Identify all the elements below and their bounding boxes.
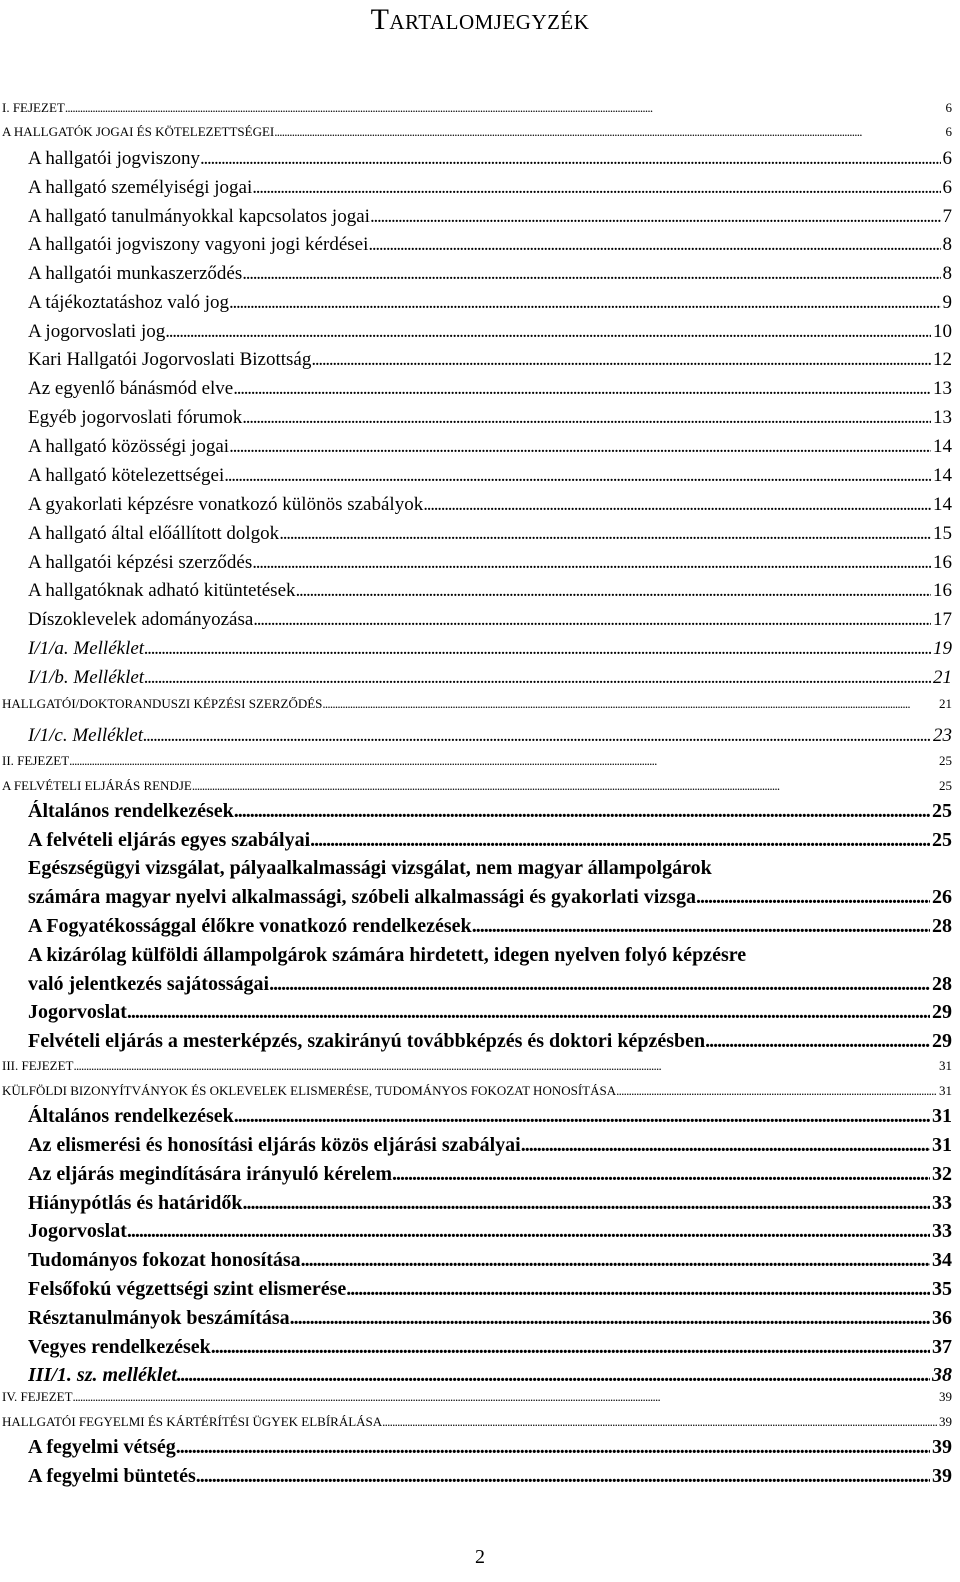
toc-entry-page: 8 — [942, 263, 952, 284]
toc-entry-page: 25 — [932, 800, 952, 822]
toc-entry-page: 29 — [932, 1001, 952, 1023]
toc-entry[interactable] — [2, 1389, 952, 1405]
toc-leader-dots — [73, 1058, 937, 1074]
toc-entry-title: Felvételi eljárás a mesterképzés, szakirányú továbbképzés és doktori képzésben — [28, 1030, 706, 1052]
toc-leader-dots — [616, 1083, 937, 1099]
toc-entry-page: 9 — [942, 292, 952, 313]
toc-entry[interactable] — [2, 100, 952, 116]
toc-entry-page: 28 — [932, 973, 952, 995]
toc-leader-dots — [472, 915, 930, 938]
toc-entry-title: A gyakorlati képzésre vonatkozó különös szabályok — [28, 494, 424, 515]
toc-entry[interactable] — [28, 148, 952, 170]
toc-entry-title: II. FEJEZET — [2, 753, 70, 768]
toc-entry-title: I. FEJEZET — [2, 100, 65, 115]
toc-entry[interactable] — [28, 1336, 952, 1359]
toc-entry-title: A Fogyatékossággal élőkre vonatkozó rendelkezések — [28, 915, 472, 937]
toc-entry[interactable] — [28, 1364, 952, 1387]
toc-entry[interactable] — [2, 696, 952, 712]
toc-entry[interactable] — [28, 667, 952, 689]
toc-entry-page: 6 — [942, 177, 952, 198]
toc-entry-page: 8 — [942, 234, 952, 255]
toc-leader-dots — [392, 1163, 930, 1186]
toc-entry-page: 6 — [942, 148, 952, 169]
toc-entry-page: 36 — [932, 1307, 952, 1329]
toc-entry-title: A hallgatói jogviszony vagyoni jogi kérdései — [28, 234, 369, 255]
toc-entry[interactable] — [28, 234, 952, 256]
toc-leader-dots — [127, 1001, 930, 1024]
toc-entry-title: való jelentkezés sajátosságai — [28, 973, 270, 995]
toc-entry[interactable] — [28, 436, 952, 458]
toc-entry-page: 25 — [939, 778, 952, 793]
toc-entry-title: Résztanulmányok beszámítása — [28, 1307, 290, 1329]
toc-entry[interactable] — [28, 580, 952, 602]
toc-leader-dots — [144, 667, 931, 689]
toc-entry[interactable] — [28, 206, 952, 228]
toc-leader-dots — [705, 1030, 930, 1053]
toc-entry-title: Egyéb jogorvoslati fórumok — [28, 407, 243, 428]
toc-entry-page: 17 — [933, 609, 952, 630]
toc-leader-dots — [301, 1249, 930, 1272]
toc-leader-dots — [200, 148, 940, 170]
toc-leader-dots — [252, 552, 931, 574]
toc-leader-dots — [127, 1220, 930, 1243]
toc-entry-title: HALLGATÓI FEGYELMI ÉS KÁRTÉRÍTÉSI ÜGYEK ELBÍRÁLÁSA — [2, 1414, 383, 1429]
toc-entry[interactable] — [28, 378, 952, 400]
toc-entry[interactable] — [28, 1192, 952, 1215]
toc-leader-dots — [73, 1389, 937, 1405]
toc-entry[interactable] — [28, 263, 952, 285]
toc-leader-dots — [296, 580, 931, 602]
toc-entry-page: 37 — [932, 1336, 952, 1358]
toc-entry-page: 14 — [933, 465, 952, 486]
toc-entry-title: Általános rendelkezések — [28, 1105, 234, 1127]
toc-entry-page: 31 — [932, 1134, 952, 1156]
toc-leader-dots — [234, 1105, 930, 1128]
toc-leader-dots — [192, 778, 937, 794]
toc-entry-title: Hiánypótlás és határidők — [28, 1192, 243, 1214]
toc-entry[interactable] — [28, 1001, 952, 1024]
title-text: Tartalomjegyzék — [370, 3, 590, 36]
toc-entry-page: 23 — [933, 725, 952, 746]
toc-entry-title: I/1/b. Melléklet — [28, 667, 145, 688]
toc-entry[interactable] — [28, 638, 952, 660]
toc-leader-dots — [229, 436, 931, 458]
toc-entry-page: 28 — [932, 915, 952, 937]
page-number: 2 — [475, 1546, 485, 1568]
toc-entry-title: számára magyar nyelvi alkalmassági, szóbeli alkalmassági és gyakorlati vizsga — [28, 886, 696, 908]
toc-entry[interactable] — [28, 1134, 952, 1157]
toc-entry-page: 39 — [939, 1389, 952, 1404]
toc-entry-title: IV. FEJEZET — [2, 1389, 73, 1404]
toc-leader-dots — [69, 753, 937, 769]
toc-entry-page: 21 — [939, 696, 952, 711]
toc-entry-page: 6 — [945, 124, 952, 139]
toc-entry-page: 32 — [932, 1163, 952, 1185]
toc-entry-title: A fegyelmi büntetés — [28, 1465, 196, 1487]
toc-leader-dots — [346, 1278, 930, 1301]
toc-entry-title: A hallgató személyiségi jogai — [28, 177, 253, 198]
toc-entry[interactable] — [28, 1030, 952, 1053]
toc-leader-dots — [382, 1414, 937, 1430]
toc-entry[interactable] — [28, 177, 952, 199]
toc-entry-title: A hallgató által előállított dolgok — [28, 523, 280, 544]
toc-entry[interactable] — [2, 778, 952, 794]
toc-entry-page: 25 — [932, 829, 952, 851]
toc-leader-dots — [234, 800, 930, 823]
toc-leader-dots — [368, 234, 940, 256]
toc-leader-dots — [253, 609, 931, 631]
toc-entry[interactable] — [2, 1058, 952, 1074]
toc-entry[interactable] — [28, 465, 952, 487]
toc-entry-page: 16 — [933, 580, 952, 601]
toc-leader-dots — [242, 1192, 930, 1215]
toc-entry-page: 31 — [932, 1105, 952, 1127]
toc-entry-title: I/1/a. Melléklet — [28, 638, 145, 659]
toc-leader-dots — [143, 725, 931, 747]
toc-entry-title: Díszoklevelek adományozása — [28, 609, 254, 630]
toc-entry-title: Jogorvoslat — [28, 1220, 127, 1242]
toc-entry-title: Vegyes rendelkezések — [28, 1336, 211, 1358]
toc-entry-title: HALLGATÓI/DOKTORANDUSZI KÉPZÉSI SZERZŐDÉS — [2, 696, 323, 711]
toc-entry[interactable] — [2, 1414, 952, 1430]
toc-entry-title: A hallgatói képzési szerződés — [28, 552, 253, 573]
toc-entry-title: A jogorvoslati jog — [28, 321, 166, 342]
toc-entry-page: 39 — [932, 1465, 952, 1487]
toc-leader-dots — [310, 829, 930, 852]
toc-entry[interactable] — [28, 552, 952, 574]
toc-leader-dots — [233, 378, 931, 400]
toc-leader-dots — [370, 206, 941, 228]
toc-entry[interactable] — [28, 1278, 952, 1301]
toc-entry[interactable] — [28, 407, 952, 429]
toc-entry-page: 39 — [932, 1436, 952, 1458]
toc-leader-dots — [274, 124, 943, 140]
toc-entry-wrapped-line[interactable]: A kizárólag külföldi állampolgárok számára hirdetett, idegen nyelven folyó képzésre — [28, 944, 747, 966]
toc-entry-title: Felsőfokú végzettségi szint elismerése — [28, 1278, 347, 1300]
toc-entry[interactable] — [28, 609, 952, 631]
toc-entry[interactable] — [28, 915, 952, 938]
toc-entry-page: 21 — [933, 667, 952, 688]
toc-entry-title: A hallgatóknak adható kitüntetések — [28, 580, 296, 601]
toc-entry[interactable] — [28, 1249, 952, 1272]
toc-entry[interactable] — [28, 800, 952, 823]
toc-leader-dots — [224, 465, 931, 487]
toc-entry[interactable] — [28, 1163, 952, 1186]
toc-entry[interactable] — [28, 349, 952, 371]
toc-entry-page: 10 — [933, 321, 952, 342]
toc-entry[interactable] — [28, 1307, 952, 1330]
toc-entry-title: Jogorvoslat — [28, 1001, 127, 1023]
page-title — [0, 2, 960, 38]
toc-leader-dots — [279, 523, 931, 545]
toc-entry-page: 12 — [933, 349, 952, 370]
toc-leader-dots — [176, 1436, 930, 1459]
toc-entry-page: 39 — [939, 1414, 952, 1429]
toc-entry[interactable] — [28, 725, 952, 747]
toc-entry-page: 38 — [932, 1364, 952, 1386]
toc-entry-page: 34 — [932, 1249, 952, 1271]
toc-leader-dots — [290, 1307, 930, 1330]
toc-leader-dots — [65, 100, 944, 116]
toc-entry-title: Tudományos fokozat honosítása — [28, 1249, 301, 1271]
toc-leader-dots — [269, 973, 930, 996]
toc-entry-title: A hallgatói munkaszerződés — [28, 263, 243, 284]
toc-entry[interactable] — [2, 1083, 952, 1099]
toc-entry-page: 13 — [933, 378, 952, 399]
toc-entry-page: 25 — [939, 753, 952, 768]
toc-entry-page: 33 — [932, 1192, 952, 1214]
toc-entry-page: 13 — [933, 407, 952, 428]
toc-entry[interactable] — [28, 1105, 952, 1128]
toc-leader-dots — [252, 177, 940, 199]
toc-leader-dots — [521, 1134, 930, 1157]
toc-leader-dots — [144, 638, 931, 660]
toc-entry-title: Az elismerési és honosítási eljárás közös eljárási szabályai — [28, 1134, 521, 1156]
toc-leader-dots — [196, 1465, 930, 1488]
toc-leader-dots — [423, 494, 931, 516]
toc-entry[interactable] — [28, 321, 952, 343]
toc-entry[interactable] — [28, 523, 952, 545]
toc-entry-title: Az egyenlő bánásmód elve — [28, 378, 234, 399]
toc-entry-page: 14 — [933, 436, 952, 457]
toc-entry-title: I/1/c. Melléklet — [28, 725, 143, 746]
toc-entry-page: 33 — [932, 1220, 952, 1242]
toc-entry-title: A hallgató tanulmányokkal kapcsolatos jogai — [28, 206, 370, 227]
toc-entry-title: Kari Hallgatói Jogorvoslati Bizottság — [28, 349, 312, 370]
toc-entry[interactable] — [2, 753, 952, 769]
toc-entry-title: III. FEJEZET — [2, 1058, 74, 1073]
toc-entry-wrapped-line[interactable]: Egészségügyi vizsgálat, pályaalkalmassági vizsgálat, nem magyar állampolgárok — [28, 857, 712, 879]
toc-entry[interactable] — [28, 973, 952, 996]
toc-entry-page: 31 — [939, 1083, 952, 1098]
toc-entry[interactable] — [28, 886, 952, 909]
toc-entry-title: KÜLFÖLDI BIZONYÍTVÁNYOK ÉS OKLEVELEK ELISMERÉSE, TUDOMÁNYOS FOKOZAT HONOSÍTÁSA — [2, 1083, 617, 1098]
toc-leader-dots — [242, 263, 940, 285]
toc-leader-dots — [242, 407, 931, 429]
toc-entry-title: A fegyelmi vétség — [28, 1436, 176, 1458]
toc-leader-dots — [696, 886, 930, 909]
toc-leader-dots — [229, 292, 940, 314]
toc-leader-dots — [322, 696, 937, 712]
toc-entry-page: 29 — [932, 1030, 952, 1052]
toc-entry-title: A hallgató közösségi jogai — [28, 436, 230, 457]
toc-entry-page: 31 — [939, 1058, 952, 1073]
toc-entry-page: 35 — [932, 1278, 952, 1300]
toc-entry-page: 19 — [933, 638, 952, 659]
toc-entry[interactable] — [28, 292, 952, 314]
toc-leader-dots — [311, 349, 931, 371]
toc-entry-page: 26 — [932, 886, 952, 908]
toc-entry[interactable] — [28, 1220, 952, 1243]
toc-entry[interactable] — [2, 124, 952, 140]
toc-entry[interactable] — [28, 494, 952, 516]
toc-entry-page: 7 — [942, 206, 952, 227]
toc-leader-dots — [211, 1336, 930, 1359]
toc-entry-title: Az eljárás megindítására irányuló kérelem — [28, 1163, 393, 1185]
toc-entry-title: A tájékoztatáshoz való jog — [28, 292, 230, 313]
toc-leader-dots — [177, 1364, 930, 1387]
toc-entry-title: A hallgató kötelezettségei — [28, 465, 225, 486]
toc-entry-title: III/1. sz. melléklet — [28, 1364, 177, 1386]
toc-entry-page: 15 — [933, 523, 952, 544]
toc-entry-title: A FELVÉTELI ELJÁRÁS RENDJE — [2, 778, 192, 793]
toc-entry-title: A HALLGATÓK JOGAI ÉS KÖTELEZETTSÉGEI — [2, 124, 275, 139]
toc-entry-title: Általános rendelkezések — [28, 800, 234, 822]
toc-entry-title: A hallgatói jogviszony — [28, 148, 201, 169]
toc-leader-dots — [165, 321, 931, 343]
toc-entry[interactable] — [28, 1465, 952, 1488]
toc-entry-page: 14 — [933, 494, 952, 515]
toc-entry-page: 16 — [933, 552, 952, 573]
toc-entry-page: 6 — [945, 100, 952, 115]
toc-entry-title: A felvételi eljárás egyes szabályai — [28, 829, 311, 851]
toc-entry[interactable] — [28, 1436, 952, 1459]
toc-entry[interactable] — [28, 829, 952, 852]
